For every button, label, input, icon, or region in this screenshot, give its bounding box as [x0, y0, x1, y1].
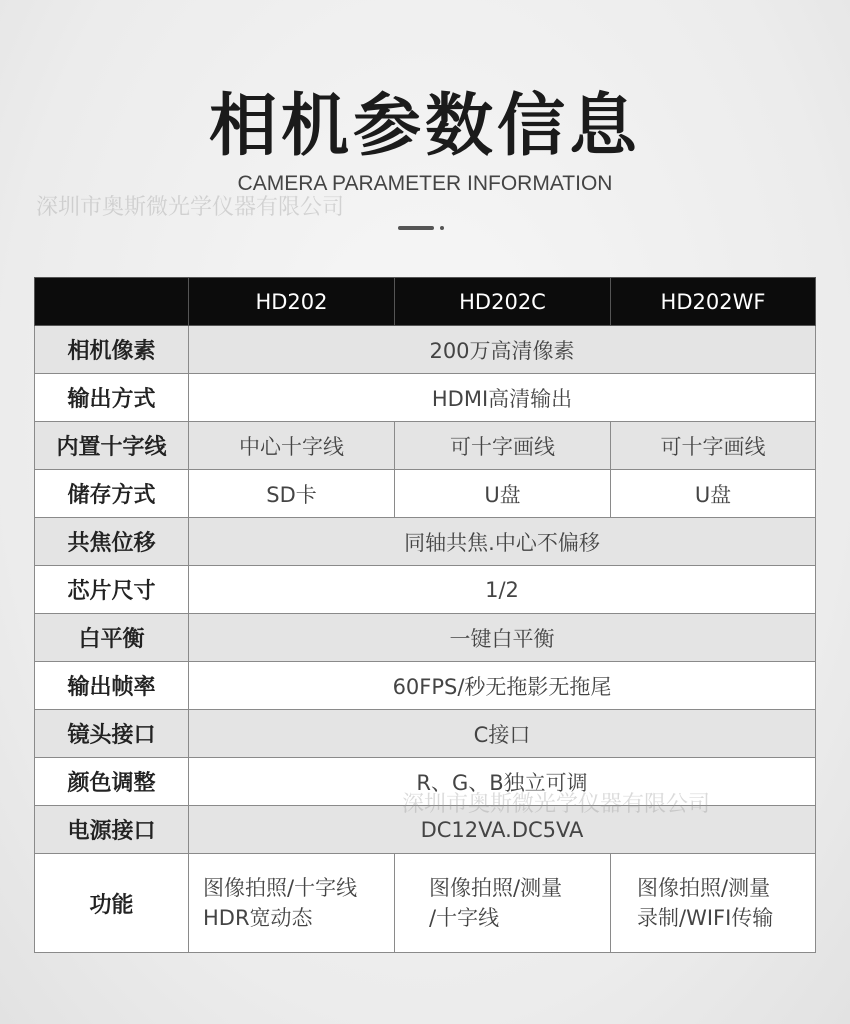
- row-value: SD卡: [189, 470, 395, 518]
- row-value: 60FPS/秒无拖影无拖尾: [189, 662, 816, 710]
- row-label: 功能: [35, 854, 189, 953]
- table-row-feature: [35, 854, 816, 953]
- spec-table: [34, 277, 816, 953]
- row-label: 输出方式: [35, 374, 189, 422]
- row-value: 同轴共焦.中心不偏移: [189, 518, 816, 566]
- table-row: [35, 518, 816, 566]
- row-value: HDMI高清输出: [189, 374, 816, 422]
- row-value: U盘: [611, 470, 816, 518]
- row-value: DC12VA.DC5VA: [189, 806, 816, 854]
- table-row: [35, 710, 816, 758]
- row-value: 200万高清像素: [189, 326, 816, 374]
- row-label: 共焦位移: [35, 518, 189, 566]
- divider-dot: [440, 226, 444, 230]
- feature-line: HDR宽动态: [203, 906, 313, 930]
- row-value: 一键白平衡: [189, 614, 816, 662]
- feature-line: 图像拍照/十字线: [203, 876, 358, 900]
- header-blank: [35, 278, 189, 326]
- table-row: [35, 662, 816, 710]
- feature-cell: [611, 854, 816, 953]
- watermark: 深圳市奥斯微光学仪器有限公司: [402, 792, 711, 817]
- row-label: 白平衡: [35, 614, 189, 662]
- header-hd202c: HD202C: [395, 278, 611, 326]
- table-row: [35, 614, 816, 662]
- row-label: 颜色调整: [35, 758, 189, 806]
- row-value: R、G、B独立可调: [189, 758, 816, 806]
- row-value: 1/2: [189, 566, 816, 614]
- table-row: [35, 758, 816, 806]
- header-hd202: HD202: [189, 278, 395, 326]
- row-value: C接口: [189, 710, 816, 758]
- row-label: 输出帧率: [35, 662, 189, 710]
- feature-line: 录制/WIFI传输: [637, 906, 774, 930]
- row-label: 电源接口: [35, 806, 189, 854]
- divider: [398, 226, 448, 231]
- feature-line: /十字线: [429, 906, 500, 930]
- table-row: [35, 566, 816, 614]
- table-row: [35, 374, 816, 422]
- table-header-row: [35, 278, 816, 326]
- row-value: 中心十字线: [189, 422, 395, 470]
- watermark: 深圳市奥斯微光学仪器有限公司: [36, 195, 345, 220]
- row-value: 可十字画线: [611, 422, 816, 470]
- table-row: [35, 806, 816, 854]
- table-row: [35, 470, 816, 518]
- page-title: 相机参数信息: [208, 87, 641, 166]
- feature-line: 图像拍照/测量: [637, 876, 771, 900]
- row-label: 相机像素: [35, 326, 189, 374]
- header-hd202wf: HD202WF: [611, 278, 816, 326]
- row-label: 镜头接口: [35, 710, 189, 758]
- table-row: [35, 422, 816, 470]
- feature-cell: [189, 854, 395, 953]
- feature-cell: [395, 854, 611, 953]
- row-label: 芯片尺寸: [35, 566, 189, 614]
- row-value: 可十字画线: [395, 422, 611, 470]
- row-value: U盘: [395, 470, 611, 518]
- row-label: 内置十字线: [35, 422, 189, 470]
- page-subtitle: CAMERA PARAMETER INFORMATION: [237, 172, 613, 195]
- divider-bar: [398, 226, 434, 230]
- row-label: 储存方式: [35, 470, 189, 518]
- feature-line: 图像拍照/测量: [429, 876, 563, 900]
- table-row: [35, 326, 816, 374]
